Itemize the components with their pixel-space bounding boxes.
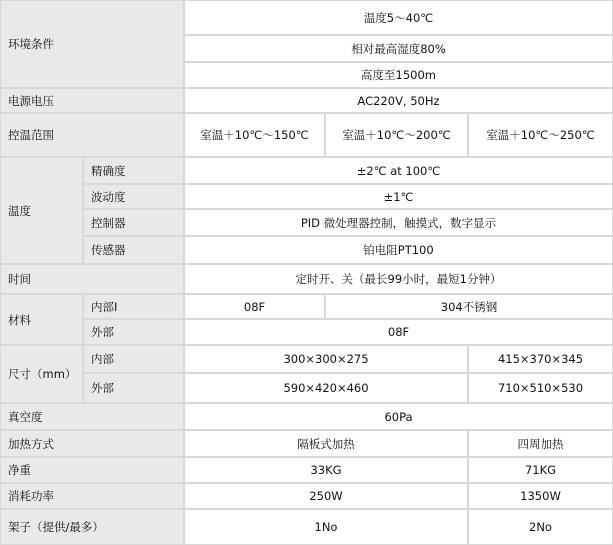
vacuum-value: 60Pa xyxy=(185,404,612,429)
fluctuation-value: ±1℃ xyxy=(185,185,612,208)
sensor-label: 传感器 xyxy=(84,237,183,263)
size-inner-value-2: 415×370×345 xyxy=(469,346,612,372)
accuracy-label: 精确度 xyxy=(84,158,183,183)
shelves-value-2: 2No xyxy=(469,510,612,544)
size-label: 尺寸（mm） xyxy=(1,346,82,402)
size-inner-label: 内部 xyxy=(84,346,183,372)
heating-value-1: 隔板式加热 xyxy=(185,431,467,456)
net-weight-value-2: 71KG xyxy=(469,458,612,482)
control-range-value-1: 室温＋10℃～150℃ xyxy=(185,114,324,156)
power-consumption-value-2: 1350W xyxy=(469,484,612,508)
fluctuation-label: 波动度 xyxy=(84,185,183,208)
heating-value-2: 四周加热 xyxy=(469,431,612,456)
environment-humidity: 相对最高湿度80% xyxy=(185,36,612,61)
net-weight-value-1: 33KG xyxy=(185,458,467,482)
heating-label: 加热方式 xyxy=(1,431,183,456)
power-consumption-label: 消耗功率 xyxy=(1,484,183,508)
material-inner-label: 内部I xyxy=(84,295,183,318)
temperature-label: 温度 xyxy=(1,158,82,263)
material-inner-value-2: 304不锈钢 xyxy=(326,295,612,318)
vacuum-label: 真空度 xyxy=(1,404,183,429)
shelves-label: 架子（提供/最多） xyxy=(1,510,183,544)
size-outer-value-2: 710×510×530 xyxy=(469,374,612,402)
control-range-value-3: 室温＋10℃～250℃ xyxy=(469,114,612,156)
controller-label: 控制器 xyxy=(84,210,183,235)
size-outer-label: 外部 xyxy=(84,374,183,402)
size-outer-value-1: 590×420×460 xyxy=(185,374,467,402)
material-outer-value: 08F xyxy=(185,320,612,344)
material-label: 材料 xyxy=(1,295,82,344)
power-label: 电源电压 xyxy=(1,89,183,112)
controller-value: PID 微处理器控制，触摸式，数字显示 xyxy=(185,210,612,235)
accuracy-value: ±2℃ at 100℃ xyxy=(185,158,612,183)
net-weight-label: 净重 xyxy=(1,458,183,482)
environment-altitude: 高度至1500m xyxy=(185,63,612,87)
environment-label: 环境条件 xyxy=(1,1,183,87)
control-range-label: 控温范围 xyxy=(1,114,183,156)
sensor-value: 铂电阻PT100 xyxy=(185,237,612,263)
shelves-value-1: 1No xyxy=(185,510,467,544)
time-value: 定时开、关（最长99小时，最短1分钟） xyxy=(185,265,612,293)
time-label: 时间 xyxy=(1,265,183,293)
power-value: AC220V, 50Hz xyxy=(185,89,612,112)
power-consumption-value-1: 250W xyxy=(185,484,467,508)
control-range-value-2: 室温＋10℃～200℃ xyxy=(326,114,467,156)
material-inner-value-1: 08F xyxy=(185,295,324,318)
environment-temperature: 温度5～40℃ xyxy=(185,1,612,34)
material-outer-label: 外部 xyxy=(84,320,183,344)
size-inner-value-1: 300×300×275 xyxy=(185,346,467,372)
